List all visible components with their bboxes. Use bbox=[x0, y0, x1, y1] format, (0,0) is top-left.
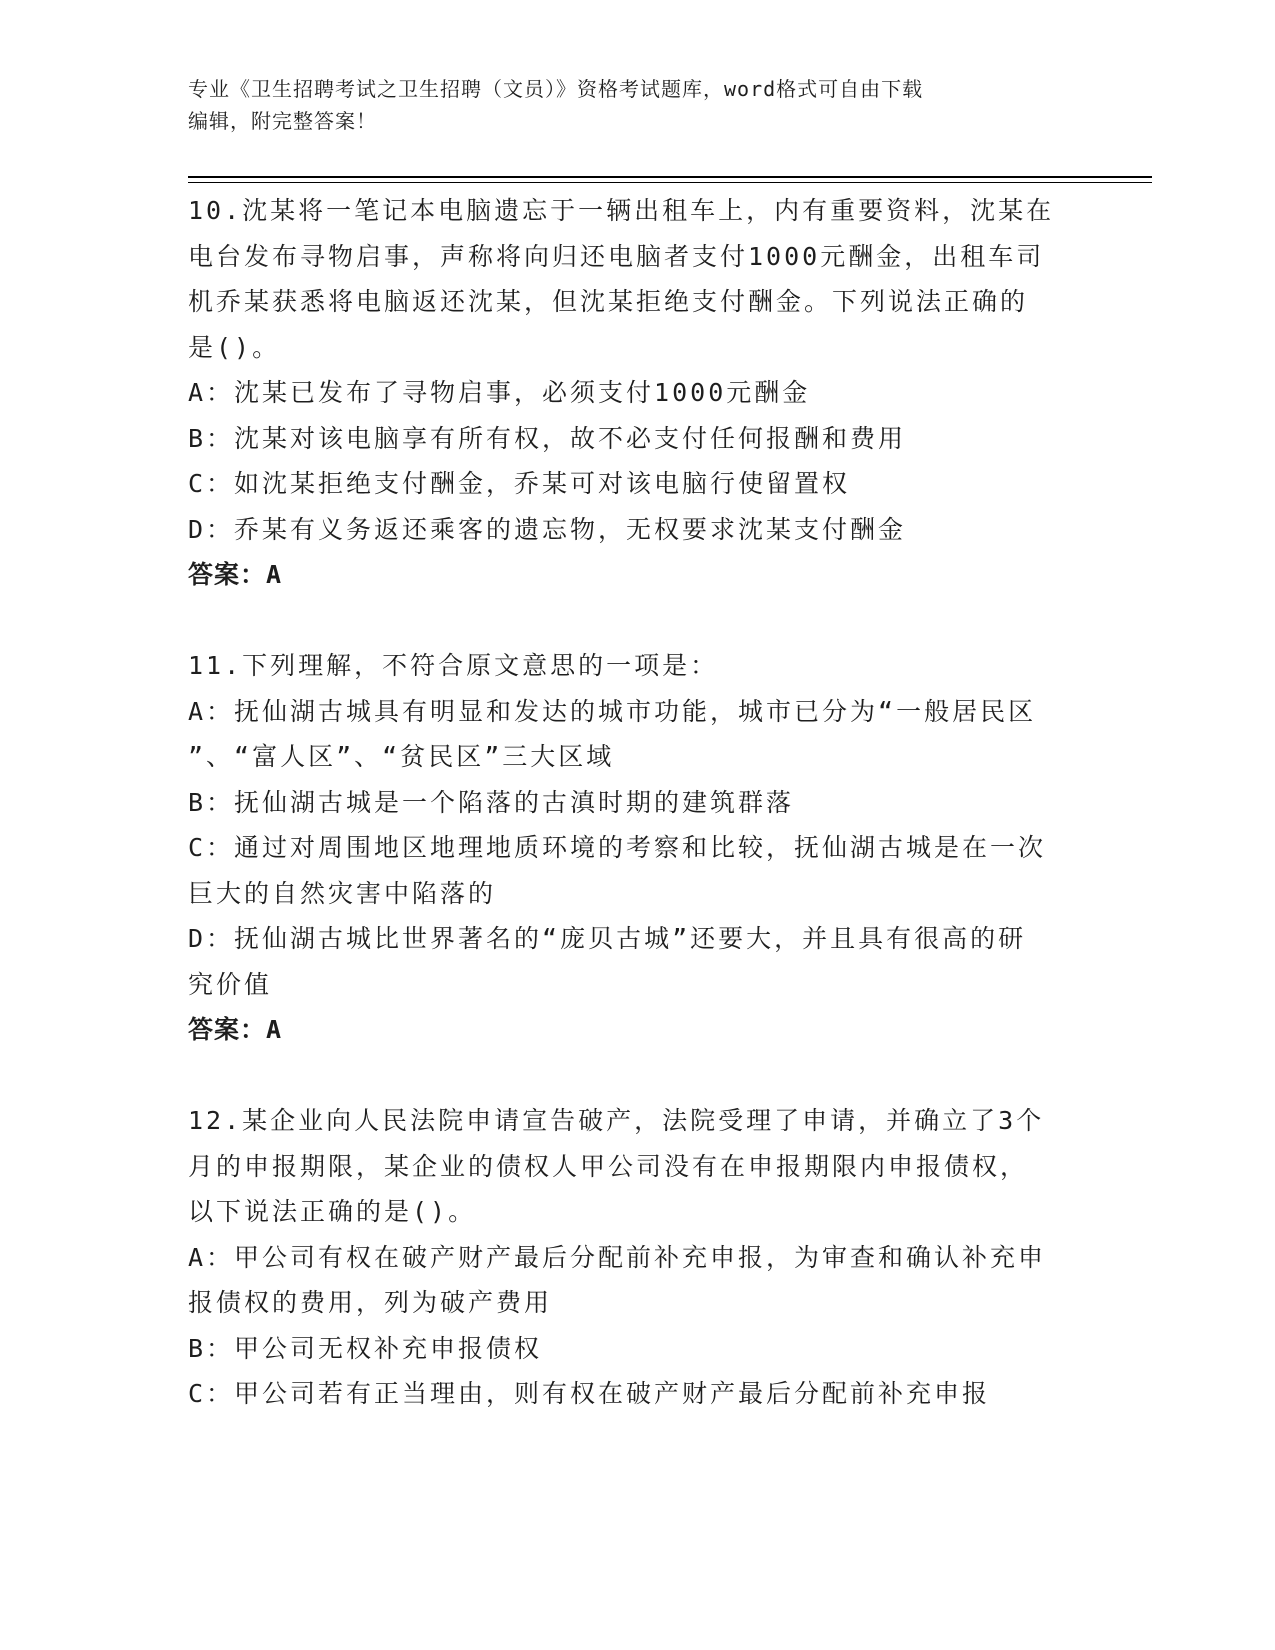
option-a: A：甲公司有权在破产财产最后分配前补充申报，为审查和确认补充申 bbox=[188, 1242, 1047, 1272]
option-b: B：甲公司无权补充申报债权 bbox=[188, 1333, 543, 1363]
question-11 bbox=[188, 643, 1088, 1053]
answer-label: 答案：A bbox=[188, 1015, 283, 1044]
option-a: A：沈某已发布了寻物启事，必须支付1000元酬金 bbox=[188, 378, 811, 407]
question-12 bbox=[188, 1098, 1088, 1417]
option-b: B：沈某对该电脑享有所有权，故不必支付任何报酬和费用 bbox=[188, 423, 907, 453]
answer-label: 答案：A bbox=[188, 560, 283, 589]
option-a: A：抚仙湖古城具有明显和发达的城市功能，城市已分为“一般居民区 bbox=[188, 696, 1037, 726]
header-divider-thick bbox=[188, 176, 1152, 178]
question-stem-line: 机乔某获悉将电脑返还沈某，但沈某拒绝支付酬金。下列说法正确的 bbox=[188, 287, 1029, 316]
question-stem-line: 是()。 bbox=[188, 332, 281, 362]
header-divider-thin bbox=[188, 182, 1152, 183]
header-line-1: 专业《卫生招聘考试之卫生招聘（文员）》资格考试题库，word格式可自由下载 bbox=[188, 77, 924, 101]
option-d-continued: 究价值 bbox=[188, 969, 273, 999]
question-stem-line: 10.沈某将一笔记本电脑遗忘于一辆出租车上，内有重要资料，沈某在 bbox=[188, 196, 1055, 225]
option-c: C：通过对周围地区地理地质环境的考察和比较，抚仙湖古城是在一次 bbox=[188, 833, 1047, 862]
question-gap bbox=[188, 598, 1088, 644]
question-list bbox=[188, 188, 1088, 1417]
question-stem-line: 电台发布寻物启事，声称将向归还电脑者支付1000元酬金，出租车司 bbox=[188, 241, 1045, 271]
question-stem-line: 12.某企业向人民法院申请宣告破产，法院受理了申请，并确立了3个 bbox=[188, 1106, 1045, 1135]
option-a-continued: 报债权的费用，列为破产费用 bbox=[188, 1288, 553, 1317]
document-header bbox=[188, 73, 1088, 137]
question-stem-line: 月的申报期限，某企业的债权人甲公司没有在申报期限内申报债权， bbox=[188, 1151, 1029, 1181]
header-line-2: 编辑，附完整答案！ bbox=[188, 109, 377, 133]
option-a-continued: ”、“富人区”、“贫民区”三大区域 bbox=[188, 742, 615, 771]
option-c-continued: 巨大的自然灾害中陷落的 bbox=[188, 878, 497, 908]
option-d: D：乔某有义务返还乘客的遗忘物，无权要求沈某支付酬金 bbox=[188, 514, 907, 544]
option-c: C：如沈某拒绝支付酬金，乔某可对该电脑行使留置权 bbox=[188, 469, 851, 498]
question-gap bbox=[188, 1053, 1088, 1099]
option-d: D：抚仙湖古城比世界著名的“庞贝古城”还要大，并且具有很高的研 bbox=[188, 924, 1027, 953]
option-b: B：抚仙湖古城是一个陷落的古滇时期的建筑群落 bbox=[188, 787, 795, 817]
question-stem-line: 以下说法正确的是()。 bbox=[188, 1197, 477, 1226]
question-stem-line: 11.下列理解，不符合原文意思的一项是： bbox=[188, 651, 719, 680]
option-c: C：甲公司若有正当理由，则有权在破产财产最后分配前补充申报 bbox=[188, 1379, 991, 1408]
question-10 bbox=[188, 188, 1088, 598]
